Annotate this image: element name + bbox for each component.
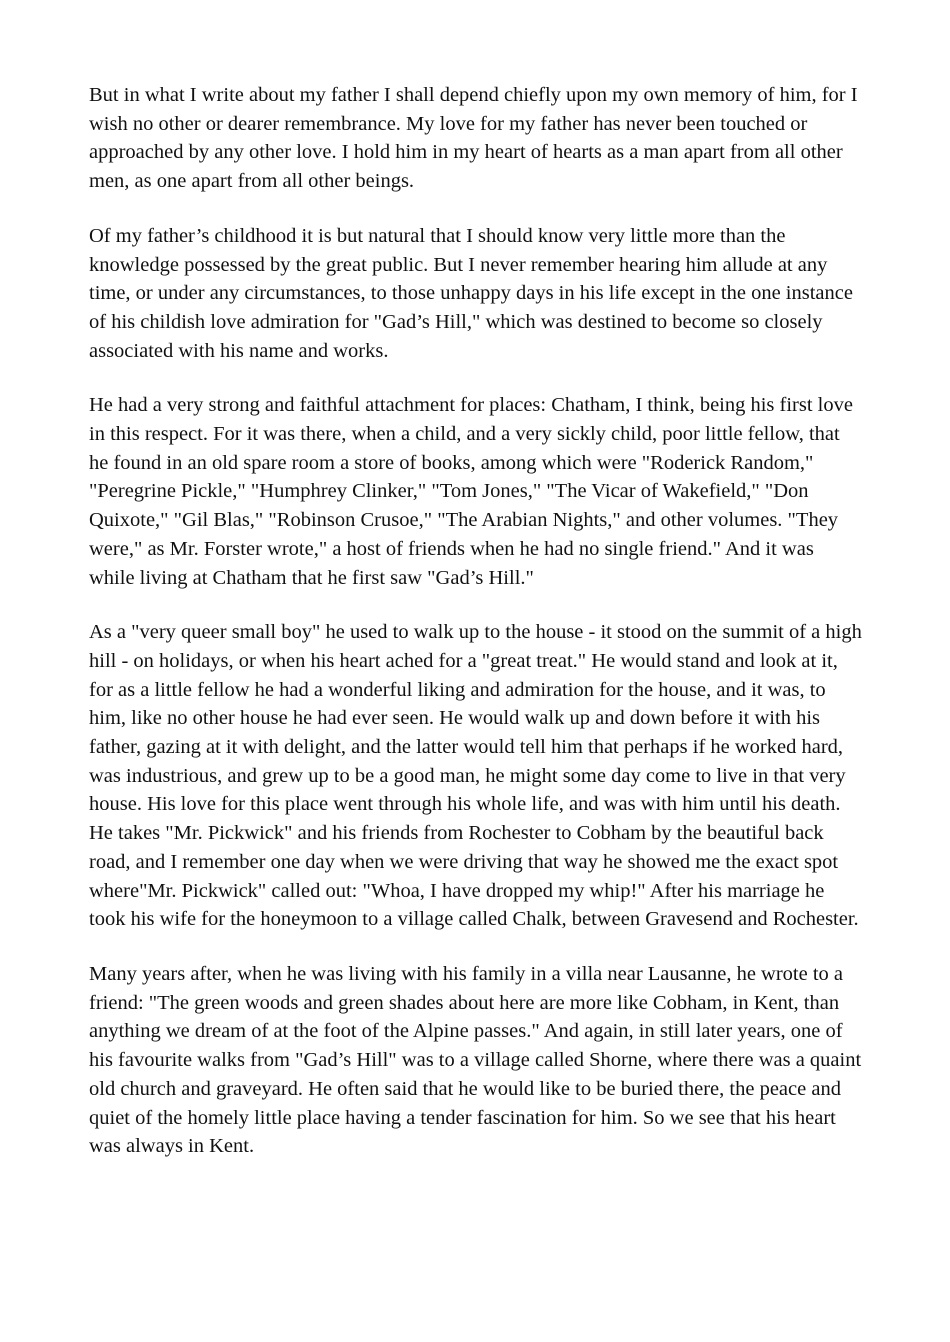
paragraph-1: But in what I write about my father I shall depend chiefly upon my own memory of him, for I wish no other or dearer remembrance. My love for my father has never been touched or approached by any other love. I hold him in my heart of hearts as a man apart from all other men, as one apart from all other beings. — [89, 84, 858, 193]
paragraph-4: As a "very queer small boy" he used to walk up to the house - it stood on the summit of a high hill - on holidays, or when his heart ached for a "great treat." He would stand and look at it, for as a little fellow he had a wonderful liking and admiration for the house, and it was, to him, like no other house he had ever seen. He would walk up and down before it with his father, gazing at it with delight, and the latter would tell him that perhaps if he worked hard, was industrious, and grew up to be a good man, he might some day come to live in that very house. His love for this place went through his whole life, and was with him until his death. He takes "Mr. Pickwick" and his friends from Rochester to Cobham by the beautiful back road, and I remember one day when we were driving that way he showed me the exact spot where"Mr. Pickwick" called out: "Whoa, I have dropped my whip!" After his marriage he took his wife for the honeymoon to a village called Chalk, between Gravesend and Rochester. — [89, 621, 862, 931]
paragraph-5: Many years after, when he was living with his family in a villa near Lausanne, he wrote to a friend: "The green woods and green shades about here are more like Cobham, in Kent, than anything we dream of at the foot of the Alpine passes." And again, in still later years, one of his favourite walks from "Gad’s Hill" was to a village called Shorne, where there was a quaint old church and graveyard. He often said that he would like to be buried there, the peace and quiet of the homely little place having a tender fascination for him. So we see that his heart was always in Kent. — [89, 962, 862, 1158]
document-page — [89, 81, 864, 1187]
paragraph-2: Of my father’s childhood it is but natural that I should know very little more than the knowledge possessed by the great public. But I never remember hearing him allude at any time, or under any circumstances, to those unhappy days in his life except in the one instance of his childish love admiration for "Gad’s Hill," which was destined to become so closely associated with his name and works. — [89, 224, 853, 362]
paragraph-3: He had a very strong and faithful attachment for places: Chatham, I think, being his first love in this respect. For it was there, when a child, and a very sickly child, poor little fellow, that he found in an old spare room a store of books, among which were "Roderick Random," "Peregrine Pickle," "Humphrey Clinker," "Tom Jones," "The Vicar of Wakefield," "Don Quixote," "Gil Blas," "Robinson Crusoe," "The Arabian Nights," and other volumes. "They were," as Mr. Forster wrote," a host of friends when he had no single friend." And it was while living at Chatham that he first saw "Gad’s Hill." — [89, 394, 853, 589]
